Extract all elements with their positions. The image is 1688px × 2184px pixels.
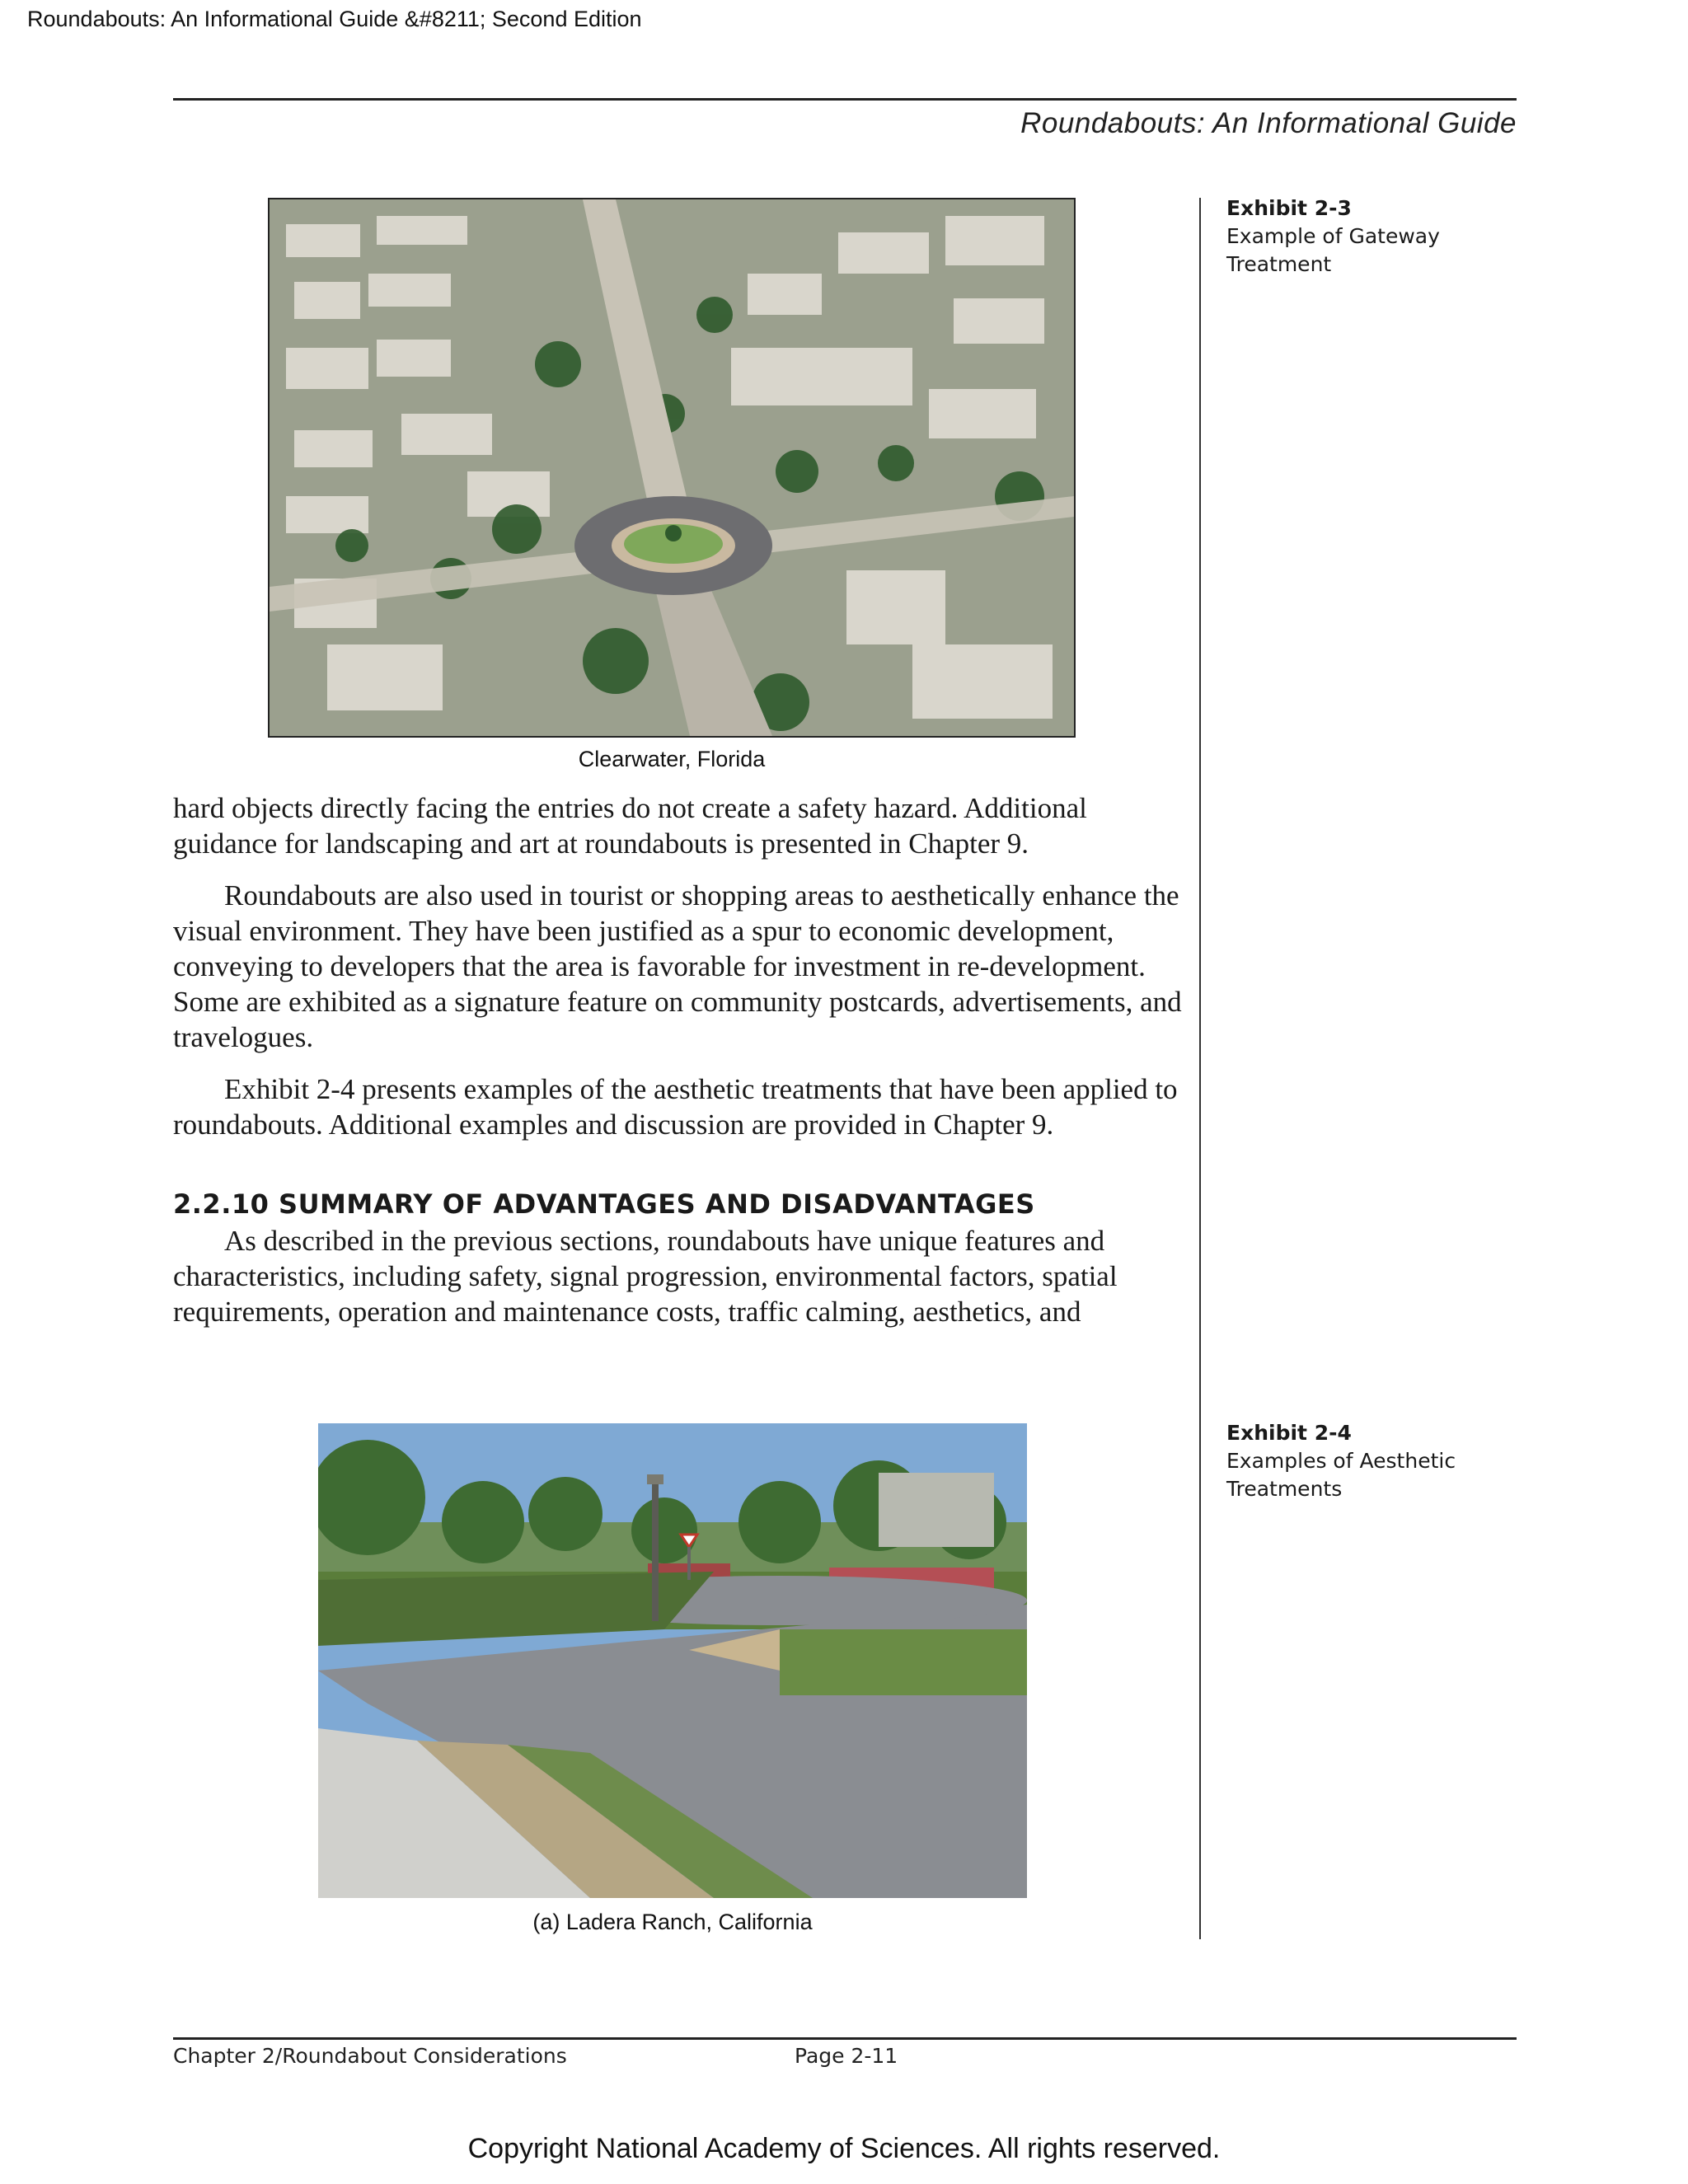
exhibit-2-4-caption: (a) Ladera Ranch, California	[532, 1910, 813, 1934]
footer-chapter: Chapter 2/Roundabout Considerations	[173, 2044, 567, 2068]
exhibit-title: Example of Gateway Treatment	[1226, 224, 1440, 276]
paragraph: Roundabouts are also used in tourist or shopping areas to aesthetically enhance the visual environment. They have been justified as a spur to economic development, conveying to developers that the area is favorable for investment in re-development. Some are exhibited as a signature feature on community postcards, advertisements, and travelogues.	[173, 879, 1182, 1053]
aerial-roundabout-photo	[268, 198, 1076, 738]
running-head: Roundabouts: An Informational Guide	[1020, 107, 1517, 139]
paragraph: Exhibit 2-4 presents examples of the aesthetic treatments that have been applied to roundabouts. Additional examples and discussion are provided in Chapter 9.	[173, 1073, 1178, 1141]
street-roundabout-photo	[318, 1423, 1027, 1898]
exhibit-2-3-caption: Clearwater, Florida	[578, 747, 766, 771]
paragraph: hard objects directly facing the entries do not create a safety hazard. Additional guidance for landscaping and art at roundabouts is presented in Chapter 9.	[173, 792, 1087, 860]
exhibit-title: Examples of Aesthetic Treatments	[1226, 1449, 1456, 1501]
body-text-block	[173, 1223, 1195, 1346]
exhibit-number: Exhibit 2-4	[1226, 1421, 1352, 1445]
header-rule	[173, 98, 1517, 101]
section-heading: 2.2.10 SUMMARY OF ADVANTAGES AND DISADVANTAGES	[173, 1188, 1035, 1220]
exhibit-2-4-label	[1226, 1419, 1474, 1503]
footer-rule	[173, 2037, 1517, 2040]
margin-rule	[1199, 198, 1201, 1939]
paragraph: As described in the previous sections, roundabouts have unique features and characteristics, including safety, signal progression, environmental factors, spatial requirements, operation and maintenance costs, traffic calming, aesthetics, and	[173, 1225, 1118, 1328]
exhibit-2-3-label	[1226, 194, 1474, 279]
document-source-title: Roundabouts: An Informational Guide &#8211; Second Edition	[27, 7, 642, 31]
copyright-notice: Copyright National Academy of Sciences. All rights reserved.	[467, 2133, 1221, 2164]
footer-page-number: Page 2-11	[795, 2044, 898, 2068]
exhibit-number: Exhibit 2-3	[1226, 196, 1352, 220]
body-text-block	[173, 790, 1195, 1159]
